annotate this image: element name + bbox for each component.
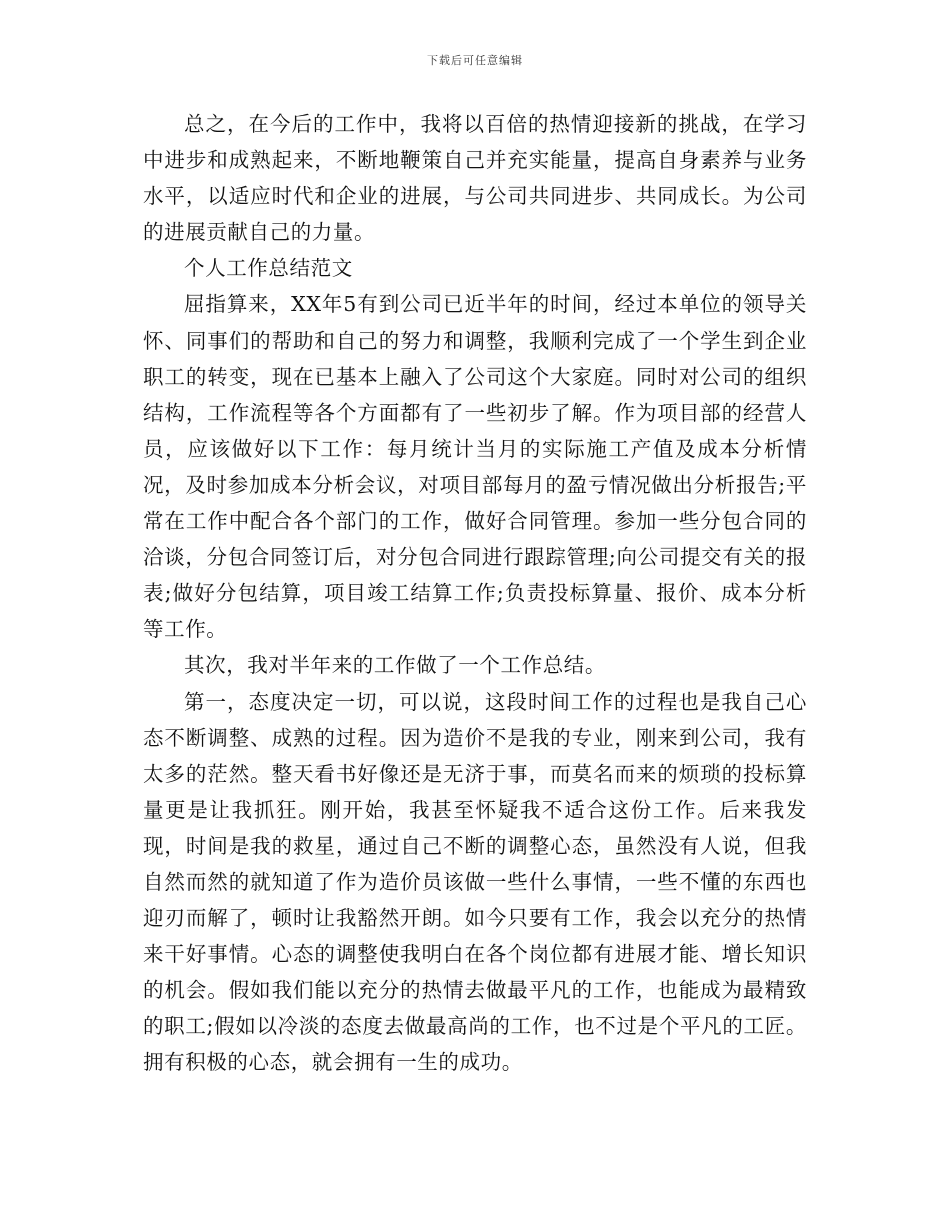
section-title: 个人工作总结范文 xyxy=(184,256,353,281)
paragraph-conclusion: 总之，在今后的工作中，我将以百倍的热情迎接新的挑战，在学习中进步和成熟起来，不断地鞭策自己并充实能量，提高自身素养与业务水平，以适应时代和企业的进展，与公司共同进步、共同成长。为公司的进展贡献自己的力量。 xyxy=(143,112,807,245)
paragraph-summary-lead: 其次，我对半年来的工作做了一个工作总结。 xyxy=(184,653,606,678)
paragraph-intro: 屈指算来，XX年5有到公司已近半年的时间，经过本单位的领导关怀、同事们的帮助和自己的努力和调整，我顺利完成了一个学生到企业职工的转变，现在已基本上融入了公司这个大家庭。同时对公司的组织结构，工作流程等各个方面都有了一些初步了解。作为项目部的经营人员，应该做好以下工作：每月统计当月的实际施工产值及成本分析情况，及时参加成本分析会议，对项目部每月的盈亏情况做出分析报告;平常在工作中配合各个部门的工作，做好合同管理。参加一些分包合同的洽谈，分包合同签订后，对分包合同进行跟踪管理;向公司提交有关的报表;做好分包结算，项目竣工结算工作;负责投标算量、报价、成本分析等工作。 xyxy=(143,292,807,642)
paragraph-attitude: 第一，态度决定一切，可以说，这段时间工作的过程也是我自己心态不断调整、成熟的过程。因为造价不是我的专业，刚来到公司，我有太多的茫然。整天看书好像还是无济于事，而莫名而来的烦琐的投标算量更是让我抓狂。刚开始，我甚至怀疑我不适合这份工作。后来我发现，时间是我的救星，通过自己不断的调整心态，虽然没有人说，但我自然而然的就知道了作为造价员该做一些什么事情，一些不懂的东西也迎刃而解了，顿时让我豁然开朗。如今只要有工作，我会以充分的热情来干好事情。心态的调整使我明白在各个岗位都有进展才能、增长知识的机会。假如我们能以充分的热情去做最平凡的工作，也能成为最精致的职工;假如以冷淡的态度去做最高尚的工作，也不过是个平凡的工匠。拥有积极的心态，就会拥有一生的成功。 xyxy=(143,689,807,1075)
document-body xyxy=(143,106,807,1081)
page-header-note: 下载后可任意编辑 xyxy=(427,54,523,67)
